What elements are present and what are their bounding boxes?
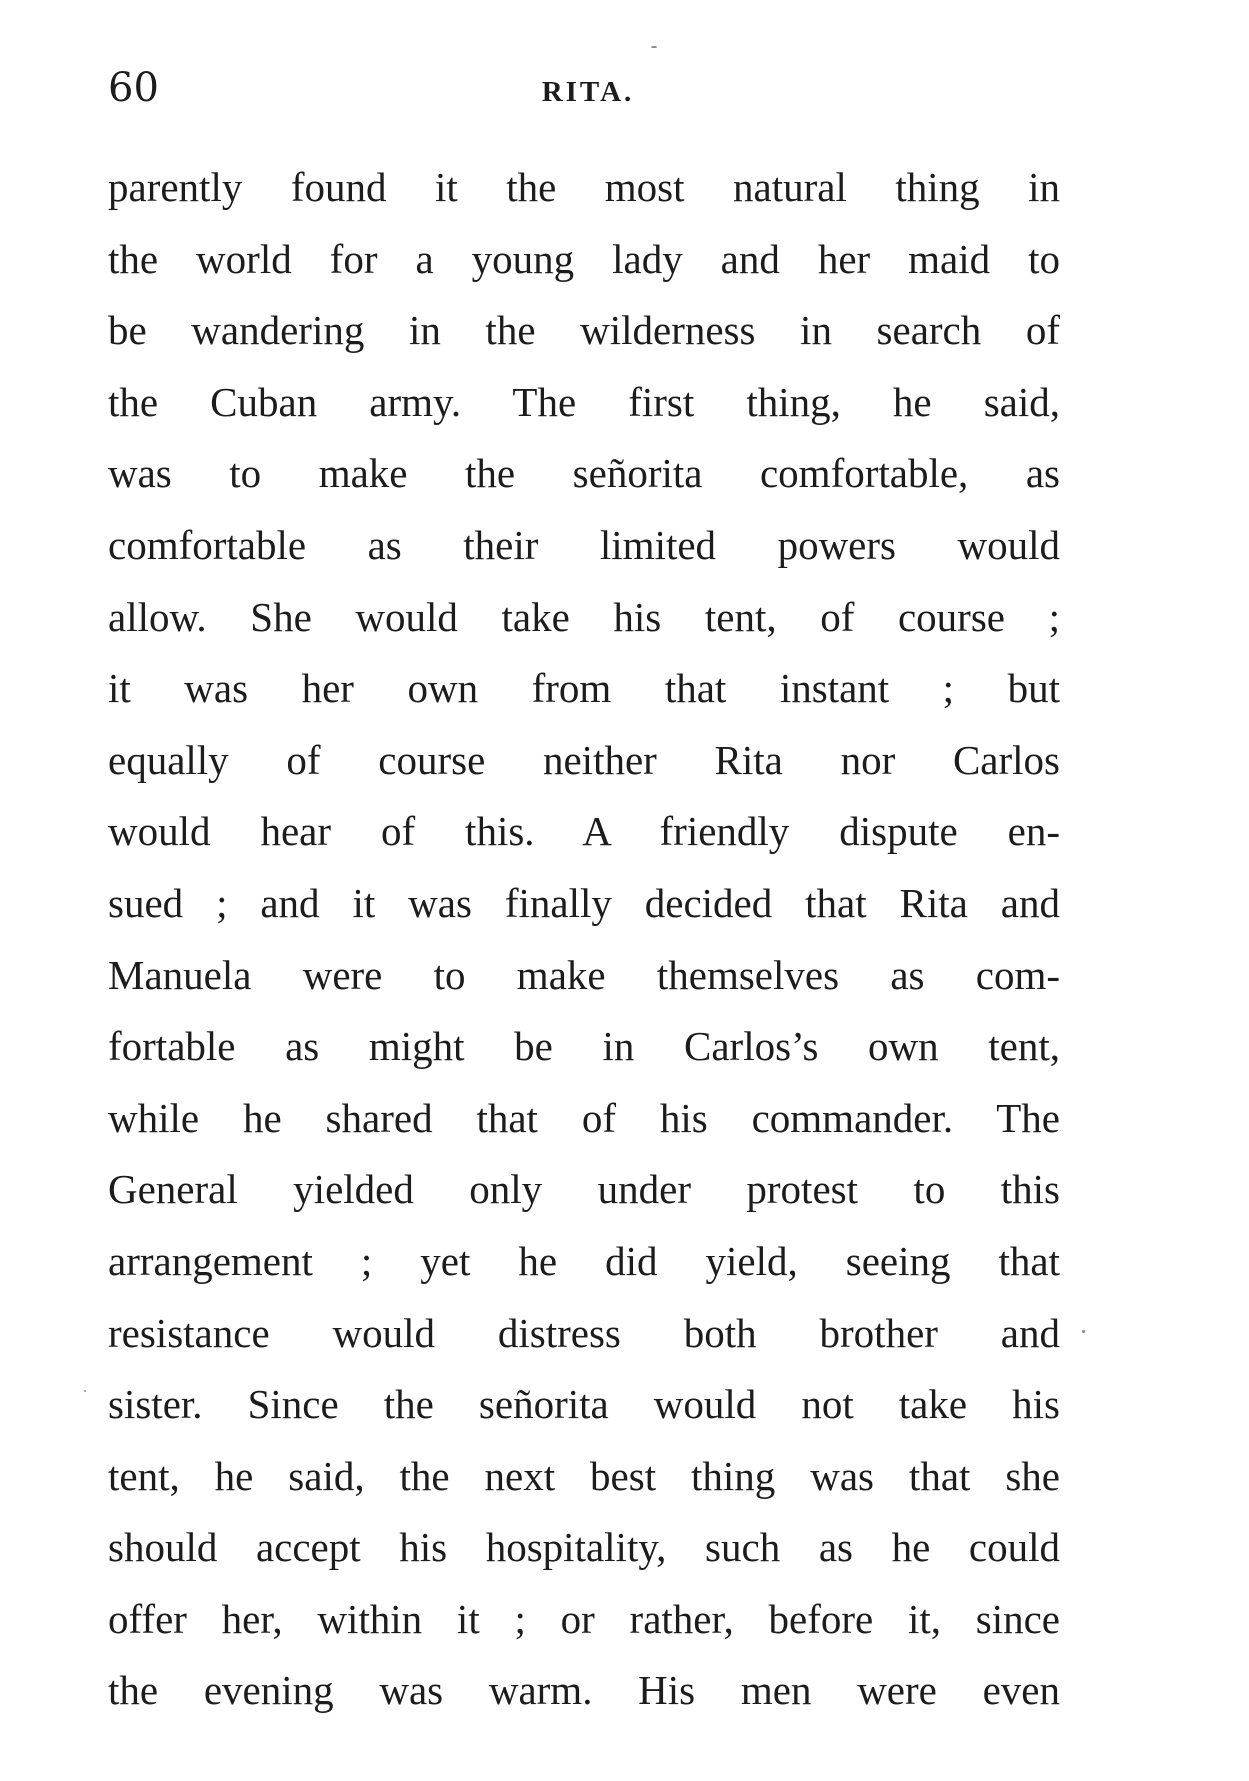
text-line: parently found it the most natural thing in [108,164,1060,210]
page-header [108,62,1058,114]
text-line: it was her own from that instant ; but [108,665,1060,712]
text-line: tent, he said, the next best thing was that she [108,1452,1060,1499]
scan-speck [651,46,657,48]
text-line: fortable as might be in Carlos’s own tent, [108,1023,1060,1070]
text-line: comfortable as their limited powers would [108,521,1060,568]
text-line: the world for a young lady and her maid to [108,235,1060,282]
page-number: 60 [108,65,159,111]
scan-speck [84,1390,86,1392]
text-line: General yielded only under protest to this [108,1166,1060,1213]
running-title: RITA. [541,76,635,108]
text-line: Manuela were to make themselves as com- [108,951,1060,998]
body-text [108,152,1060,1727]
text-line: was to make the señorita comfortable, as [108,450,1060,497]
text-line: would hear of this. A friendly dispute en- [108,808,1060,855]
text-line: equally of course neither Rita nor Carlos [108,736,1060,783]
scan-speck [1082,1330,1085,1333]
text-line: while he shared that of his commander. The [108,1094,1060,1141]
text-line: be wandering in the wilderness in search of [108,307,1060,354]
text-line: should accept his hospitality, such as he could [108,1524,1060,1571]
text-line: sued ; and it was finally decided that Rita and [108,879,1060,926]
text-line: allow. She would take his tent, of course ; [108,593,1060,640]
text-line: the evening was warm. His men were even [108,1667,1060,1714]
text-line: sister. Since the señorita would not take his [108,1381,1060,1428]
text-line: the Cuban army. The first thing, he said, [108,378,1060,425]
text-line: arrangement ; yet he did yield, seeing that [108,1237,1060,1284]
text-line: resistance would distress both brother and [108,1309,1060,1356]
text-line: offer her, within it ; or rather, before it, since [108,1595,1060,1642]
